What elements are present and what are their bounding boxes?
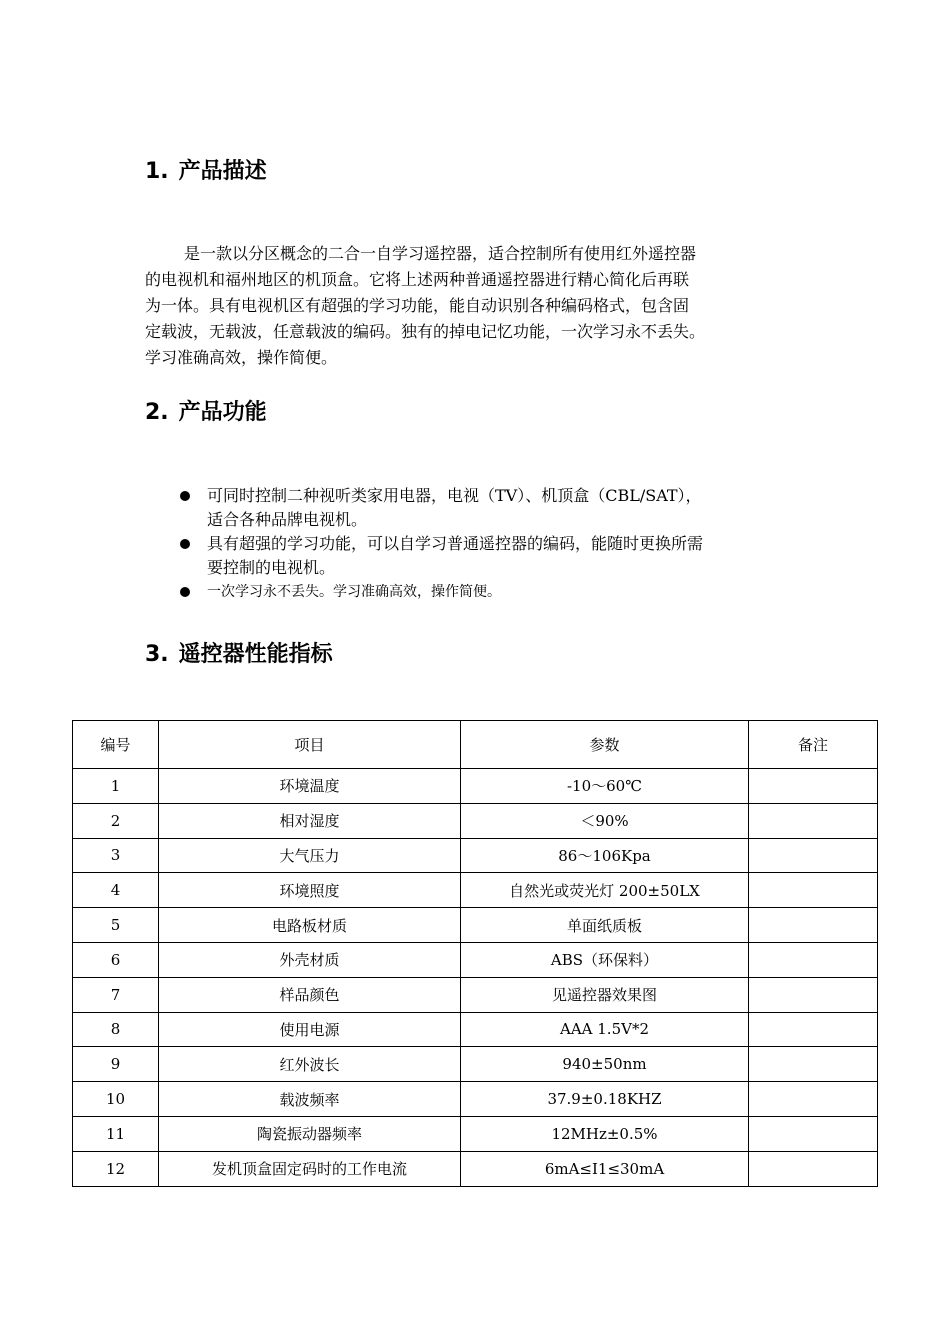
cell-id: 12	[73, 1151, 159, 1186]
cell-id: 4	[73, 873, 159, 908]
spec-table	[72, 720, 878, 1187]
feature-item	[180, 580, 820, 604]
paragraph-line: 为一体。具有电视机区有超强的学习功能，能自动识别各种编码格式，包含固	[145, 296, 690, 315]
cell-remarks	[749, 1082, 878, 1117]
cell-parameter: ABS（环保料）	[461, 942, 749, 977]
table-row	[73, 1082, 878, 1117]
table-row	[73, 908, 878, 943]
cell-remarks	[749, 942, 878, 977]
section-heading-features	[145, 399, 267, 427]
section-number: 3.	[145, 642, 169, 667]
cell-remarks	[749, 1151, 878, 1186]
section-title: 产品描述	[178, 159, 267, 184]
cell-item: 大气压力	[159, 838, 461, 873]
cell-parameter: 86～106Kpa	[461, 838, 749, 873]
cell-remarks	[749, 1116, 878, 1151]
cell-item: 环境照度	[159, 873, 461, 908]
column-header-id: 编号	[73, 721, 159, 769]
bullet-icon	[180, 539, 190, 549]
table-row	[73, 1151, 878, 1186]
cell-parameter: 940±50nm	[461, 1047, 749, 1082]
column-header-item: 项目	[159, 721, 461, 769]
cell-item: 载波频率	[159, 1082, 461, 1117]
cell-item: 样品颜色	[159, 977, 461, 1012]
feature-line: 具有超强的学习功能，可以自学习普通遥控器的编码，能随时更换所需	[207, 534, 704, 553]
cell-parameter: ＜90%	[461, 803, 749, 838]
cell-id: 6	[73, 942, 159, 977]
cell-id: 3	[73, 838, 159, 873]
cell-item: 相对湿度	[159, 803, 461, 838]
section-number: 1.	[145, 159, 169, 184]
paragraph-line: 定载波，无载波，任意载波的编码。独有的掉电记忆功能，一次学习永不丢失。	[145, 322, 706, 341]
cell-id: 5	[73, 908, 159, 943]
paragraph-line: 是一款以分区概念的二合一自学习遥控器，适合控制所有使用红外遥控器	[184, 244, 697, 263]
cell-id: 1	[73, 769, 159, 804]
cell-remarks	[749, 1012, 878, 1047]
cell-parameter: 6mA≤I1≤30mA	[461, 1151, 749, 1186]
description-paragraph	[145, 241, 815, 371]
table-row	[73, 942, 878, 977]
section-number: 2.	[145, 400, 169, 425]
cell-item: 外壳材质	[159, 942, 461, 977]
cell-remarks	[749, 1047, 878, 1082]
cell-remarks	[749, 908, 878, 943]
column-header-remarks: 备注	[749, 721, 878, 769]
column-header-parameter: 参数	[461, 721, 749, 769]
cell-id: 11	[73, 1116, 159, 1151]
bullet-icon	[180, 491, 190, 501]
paragraph-line: 学习准确高效，操作简便。	[145, 348, 338, 367]
cell-item: 陶瓷振动器频率	[159, 1116, 461, 1151]
table-row	[73, 873, 878, 908]
cell-parameter: AAA 1.5V*2	[461, 1012, 749, 1047]
cell-item: 电路板材质	[159, 908, 461, 943]
cell-parameter: 37.9±0.18KHZ	[461, 1082, 749, 1117]
bullet-icon	[180, 587, 190, 597]
cell-remarks	[749, 873, 878, 908]
cell-item: 发机顶盒固定码时的工作电流	[159, 1151, 461, 1186]
table-row	[73, 769, 878, 804]
cell-item: 使用电源	[159, 1012, 461, 1047]
section-heading-specs	[145, 641, 333, 669]
cell-id: 8	[73, 1012, 159, 1047]
table-row	[73, 977, 878, 1012]
feature-line: 一次学习永不丢失。学习准确高效，操作简便。	[207, 584, 501, 600]
cell-id: 9	[73, 1047, 159, 1082]
cell-parameter: 12MHz±0.5%	[461, 1116, 749, 1151]
section-heading-description	[145, 158, 267, 186]
paragraph-line: 的电视机和福州地区的机顶盒。它将上述两种普通遥控器进行精心简化后再联	[145, 270, 690, 289]
feature-line: 要控制的电视机。	[207, 558, 336, 577]
cell-id: 7	[73, 977, 159, 1012]
feature-item	[180, 484, 820, 532]
feature-item	[180, 532, 820, 580]
feature-line: 适合各种品牌电视机。	[207, 510, 368, 529]
cell-parameter: -10～60℃	[461, 769, 749, 804]
feature-line: 可同时控制二种视听类家用电器，电视（TV）、机顶盒（CBL/SAT），	[207, 486, 702, 505]
table-row	[73, 803, 878, 838]
section-title: 产品功能	[178, 400, 267, 425]
table-row	[73, 838, 878, 873]
cell-parameter: 见遥控器效果图	[461, 977, 749, 1012]
cell-remarks	[749, 769, 878, 804]
cell-remarks	[749, 977, 878, 1012]
table-row	[73, 1047, 878, 1082]
table-header-row	[73, 721, 878, 769]
cell-remarks	[749, 803, 878, 838]
cell-item: 环境温度	[159, 769, 461, 804]
table-row	[73, 1116, 878, 1151]
cell-parameter: 自然光或荧光灯 200±50LX	[461, 873, 749, 908]
cell-id: 10	[73, 1082, 159, 1117]
cell-item: 红外波长	[159, 1047, 461, 1082]
cell-parameter: 单面纸质板	[461, 908, 749, 943]
table-row	[73, 1012, 878, 1047]
cell-id: 2	[73, 803, 159, 838]
feature-list	[180, 484, 820, 604]
section-title: 遥控器性能指标	[178, 642, 333, 667]
cell-remarks	[749, 838, 878, 873]
